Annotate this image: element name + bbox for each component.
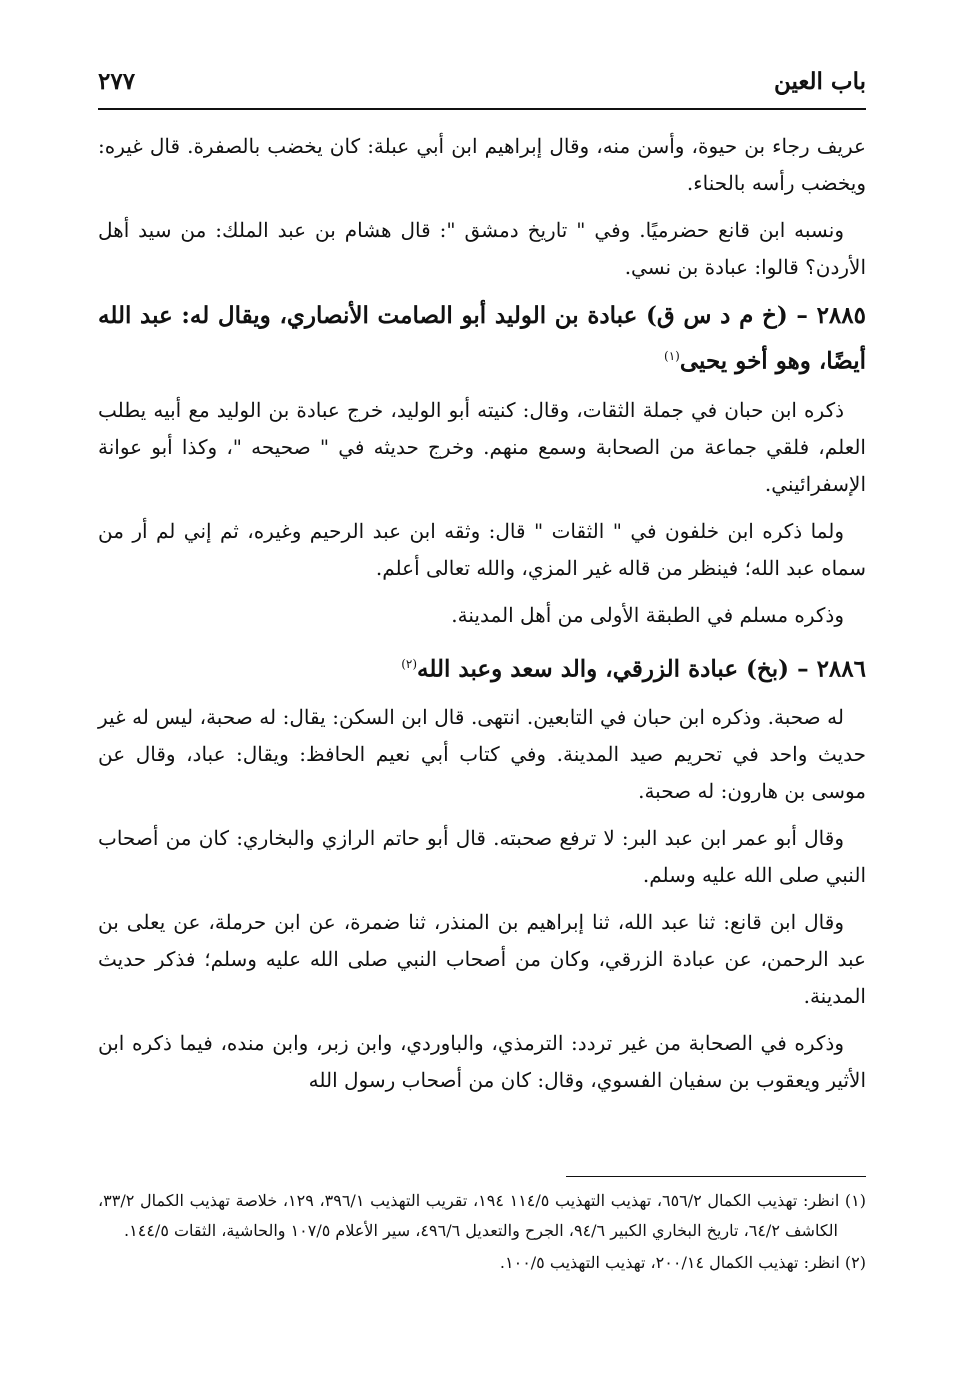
- paragraph: ذكره ابن حبان في جملة الثقات، وقال: كنيته أبو الوليد، خرج عبادة بن الوليد مع أبيه يطلب العلم، فلقي جماعة من الصحابة وسمع منهم. وخرج حديثه في " صحيحه "، وكذا أبو عوانة الإسفرائيني.: [98, 397, 866, 496]
- footnotes: [98, 1186, 866, 1280]
- entry-heading-2885: [98, 296, 866, 382]
- entry-heading-2886: [98, 644, 866, 690]
- footnote-reference: (١): [664, 349, 680, 363]
- paragraph: وذكره في الصحابة من غير تردد: الترمذي، والباوردي، وابن زبر، وابن منده، فيما ذكره ابن الأثير ويعقوب بن سفيان الفسوي، وقال: كان من أصحاب رسول الله: [98, 1031, 866, 1093]
- main-text: [98, 128, 866, 1109]
- paragraph: وذكره مسلم في الطبقة الأولى من أهل المدينة.: [451, 602, 844, 627]
- page-number: ٢٧٧: [98, 68, 136, 95]
- footnote: (١) انظر: تهذيب الكمال ٦٥٦/٢، تهذيب التهذيب ١١٤/٥ ١٩٤، تقريب التهذيب ٣٩٦/١، ١٢٩، خلاصة تهذيب الكمال ٣٣/٢، الكاشف ٦٤/٢، تاريخ البخاري الكبير ٩٤/٦، الجرح والتعديل ٤٩٦/٦، سير الأعلام ١٠٧/٥ والحاشية، الثقات ١٤٤/٥.: [98, 1191, 866, 1240]
- footnote: (٢) انظر: تهذيب الكمال ٢٠٠/١٤، تهذيب التهذيب ١٠٠/٥.: [499, 1253, 866, 1272]
- paragraph: ولما ذكره ابن خلفون في " الثقات " قال: وثقه ابن عبد الرحيم وغيره، ثم إني لم أر من سماه عبد الله؛ فينظر من قاله غير المزي، والله تعالى أعلم.: [98, 518, 866, 580]
- paragraph: ونسبه ابن قانع حضرميًا. وفي " تاريخ دمشق ": قال هشام بن عبد الملك: من سيد أهل الأردن؟ قالوا: عبادة بن نسي.: [98, 218, 866, 279]
- running-header: [98, 62, 866, 110]
- paragraph: له صحبة. وذكره ابن حبان في التابعين. انتهى. قال ابن السكن: يقال: له صحبة، ليس له غير حديث واحد في تحريم صيد المدينة. وفي كتاب أبي نعيم الحافظ: ويقال: عباد، وقال عن موسى بن هارون: له صحبة.: [98, 705, 866, 804]
- entry-heading-text: ٢٨٨٥ – (خ م د س ق) عبادة بن الوليد أبو الصامت الأنصاري، ويقال له: عبد الله أيضًا، وهو أخو يحيى: [98, 302, 866, 375]
- paragraph: عريف رجاء بن حيوة، وأسن منه، وقال إبراهيم ابن أبي عبلة: كان يخضب بالصفرة. قال غيره: ويخضب رأسه بالحناء.: [98, 134, 866, 195]
- footnote-reference: (٢): [401, 656, 418, 671]
- footnote-divider: [566, 1176, 866, 1177]
- paragraph: وقال ابن قانع: ثنا عبد الله، ثنا إبراهيم بن المنذر، ثنا ضمرة، عن ابن حرملة، عن يعلى بن عبد الرحمن، عن عبادة الزرقي، وكان من أصحاب النبي صلى الله عليه وسلم؛ فذكر حديث المدينة.: [98, 910, 866, 1009]
- chapter-title: باب العين: [773, 68, 866, 95]
- entry-heading-text: ٢٨٨٦ – (بخ) عبادة الزرقي، والد سعد وعبد الله: [417, 655, 866, 683]
- paragraph: وقال أبو عمر ابن عبد البر: لا ترفع صحبته. قال أبو حاتم الرازي والبخاري: كان من أصحاب النبي صلى الله عليه وسلم.: [98, 826, 866, 888]
